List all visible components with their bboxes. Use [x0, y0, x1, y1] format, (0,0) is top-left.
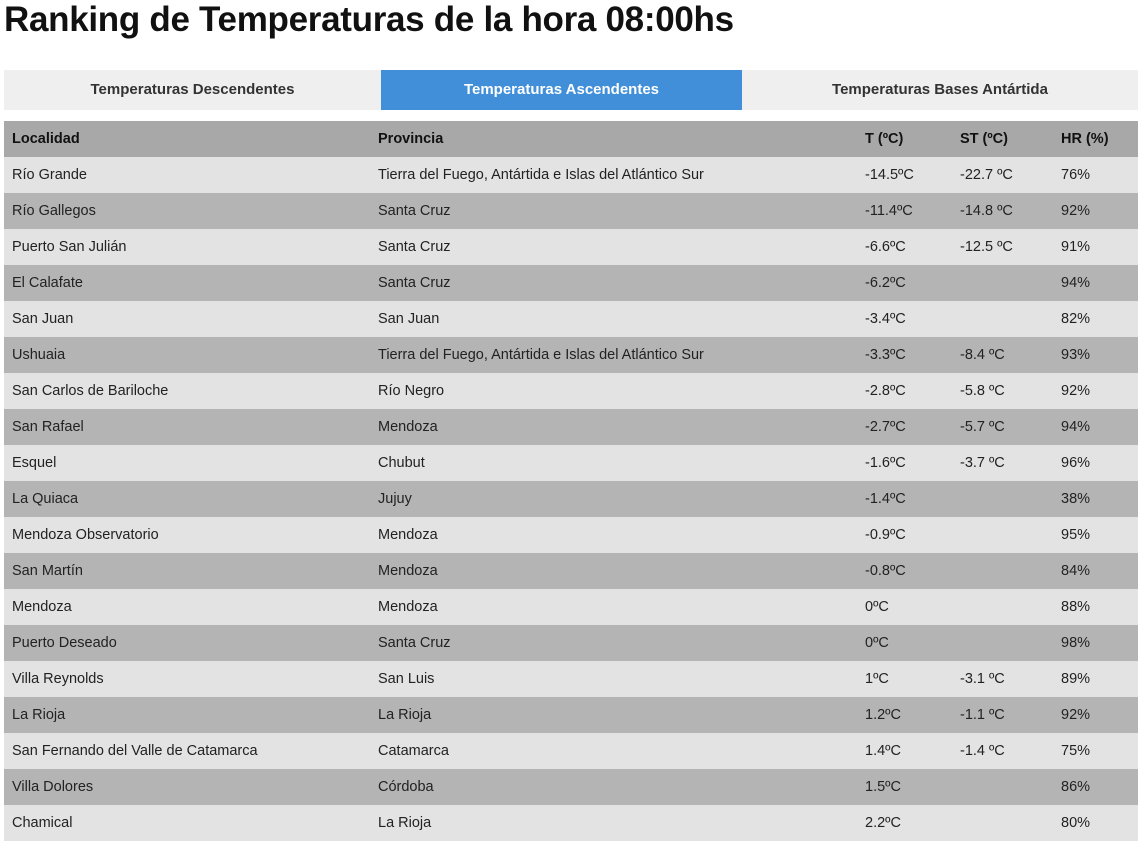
cell-provincia: Mendoza: [370, 517, 857, 553]
cell-temperatura: -3.4ºC: [857, 301, 952, 337]
cell-temperatura: 2.2ºC: [857, 805, 952, 841]
temperature-ranking-table: [4, 121, 1138, 841]
cell-sensacion-termica: -5.7 ºC: [952, 409, 1053, 445]
cell-provincia: Jujuy: [370, 481, 857, 517]
cell-humedad: 96%: [1053, 445, 1138, 481]
cell-temperatura: 1.4ºC: [857, 733, 952, 769]
cell-temperatura: 1.2ºC: [857, 697, 952, 733]
cell-sensacion-termica: -3.1 ºC: [952, 661, 1053, 697]
cell-localidad: Mendoza Observatorio: [4, 517, 370, 553]
tab-temperaturas-descendentes[interactable]: Temperaturas Descendentes: [90, 81, 295, 98]
cell-humedad: 89%: [1053, 661, 1138, 697]
cell-localidad: La Rioja: [4, 697, 370, 733]
cell-sensacion-termica: [952, 265, 1053, 301]
table-row: [4, 409, 1138, 445]
cell-sensacion-termica: -8.4 ºC: [952, 337, 1053, 373]
column-header-humedad: HR (%): [1053, 121, 1138, 157]
cell-humedad: 94%: [1053, 409, 1138, 445]
cell-localidad: San Juan: [4, 301, 370, 337]
cell-provincia: Santa Cruz: [370, 229, 857, 265]
cell-sensacion-termica: [952, 769, 1053, 805]
cell-temperatura: 1ºC: [857, 661, 952, 697]
cell-localidad: Puerto San Julián: [4, 229, 370, 265]
table-row: [4, 337, 1138, 373]
cell-temperatura: -2.7ºC: [857, 409, 952, 445]
cell-sensacion-termica: [952, 481, 1053, 517]
cell-temperatura: -0.8ºC: [857, 553, 952, 589]
cell-sensacion-termica: -3.7 ºC: [952, 445, 1053, 481]
cell-localidad: El Calafate: [4, 265, 370, 301]
cell-humedad: 82%: [1053, 301, 1138, 337]
cell-provincia: Catamarca: [370, 733, 857, 769]
table-row: [4, 661, 1138, 697]
cell-provincia: San Luis: [370, 661, 857, 697]
table-row: [4, 193, 1138, 229]
cell-localidad: San Carlos de Bariloche: [4, 373, 370, 409]
cell-localidad: San Rafael: [4, 409, 370, 445]
cell-provincia: La Rioja: [370, 697, 857, 733]
cell-provincia: Chubut: [370, 445, 857, 481]
table-row: [4, 625, 1138, 661]
cell-provincia: Santa Cruz: [370, 193, 857, 229]
cell-localidad: Villa Reynolds: [4, 661, 370, 697]
cell-temperatura: -3.3ºC: [857, 337, 952, 373]
page-title: Ranking de Temperaturas de la hora 08:00hs: [4, 0, 734, 39]
cell-localidad: La Quiaca: [4, 481, 370, 517]
cell-humedad: 84%: [1053, 553, 1138, 589]
cell-humedad: 80%: [1053, 805, 1138, 841]
table-body: [4, 157, 1138, 841]
cell-temperatura: -1.4ºC: [857, 481, 952, 517]
cell-temperatura: -11.4ºC: [857, 193, 952, 229]
cell-humedad: 94%: [1053, 265, 1138, 301]
cell-sensacion-termica: [952, 517, 1053, 553]
cell-sensacion-termica: [952, 625, 1053, 661]
cell-localidad: San Fernando del Valle de Catamarca: [4, 733, 370, 769]
cell-temperatura: -14.5ºC: [857, 157, 952, 193]
table-row: [4, 589, 1138, 625]
cell-provincia: La Rioja: [370, 805, 857, 841]
cell-localidad: Ushuaia: [4, 337, 370, 373]
table-row: [4, 517, 1138, 553]
cell-localidad: Esquel: [4, 445, 370, 481]
cell-humedad: 76%: [1053, 157, 1138, 193]
cell-humedad: 92%: [1053, 697, 1138, 733]
table-row: [4, 733, 1138, 769]
cell-localidad: Río Grande: [4, 157, 370, 193]
cell-localidad: Mendoza: [4, 589, 370, 625]
column-header-provincia: Provincia: [370, 121, 857, 157]
cell-provincia: Mendoza: [370, 553, 857, 589]
table-row: [4, 265, 1138, 301]
cell-humedad: 91%: [1053, 229, 1138, 265]
cell-temperatura: -6.6ºC: [857, 229, 952, 265]
cell-temperatura: 0ºC: [857, 625, 952, 661]
table-row: [4, 157, 1138, 193]
cell-sensacion-termica: -14.8 ºC: [952, 193, 1053, 229]
cell-temperatura: 0ºC: [857, 589, 952, 625]
cell-humedad: 38%: [1053, 481, 1138, 517]
tab-temperaturas-ascendentes[interactable]: Temperaturas Ascendentes: [381, 70, 742, 110]
cell-humedad: 75%: [1053, 733, 1138, 769]
cell-humedad: 93%: [1053, 337, 1138, 373]
cell-humedad: 98%: [1053, 625, 1138, 661]
cell-sensacion-termica: -1.4 ºC: [952, 733, 1053, 769]
cell-temperatura: 1.5ºC: [857, 769, 952, 805]
cell-provincia: Santa Cruz: [370, 625, 857, 661]
cell-temperatura: -1.6ºC: [857, 445, 952, 481]
cell-localidad: Río Gallegos: [4, 193, 370, 229]
cell-sensacion-termica: [952, 301, 1053, 337]
cell-temperatura: -0.9ºC: [857, 517, 952, 553]
cell-provincia: Santa Cruz: [370, 265, 857, 301]
cell-provincia: Mendoza: [370, 589, 857, 625]
table-row: [4, 769, 1138, 805]
cell-sensacion-termica: [952, 553, 1053, 589]
cell-humedad: 92%: [1053, 373, 1138, 409]
tab-temperaturas-bases-antartida[interactable]: Temperaturas Bases Antártida: [832, 81, 1048, 98]
cell-humedad: 88%: [1053, 589, 1138, 625]
cell-localidad: Chamical: [4, 805, 370, 841]
cell-humedad: 95%: [1053, 517, 1138, 553]
cell-provincia: Córdoba: [370, 769, 857, 805]
cell-localidad: Puerto Deseado: [4, 625, 370, 661]
cell-temperatura: -2.8ºC: [857, 373, 952, 409]
cell-sensacion-termica: [952, 589, 1053, 625]
column-header-localidad: Localidad: [4, 121, 370, 157]
cell-provincia: San Juan: [370, 301, 857, 337]
table-row: [4, 229, 1138, 265]
table-row: [4, 373, 1138, 409]
cell-provincia: Tierra del Fuego, Antártida e Islas del Atlántico Sur: [370, 157, 857, 193]
cell-sensacion-termica: -22.7 ºC: [952, 157, 1053, 193]
cell-localidad: Villa Dolores: [4, 769, 370, 805]
tab-bar: [4, 70, 1138, 110]
cell-sensacion-termica: -1.1 ºC: [952, 697, 1053, 733]
cell-sensacion-termica: -5.8 ºC: [952, 373, 1053, 409]
table-header-row: [4, 121, 1138, 157]
cell-humedad: 92%: [1053, 193, 1138, 229]
table-row: [4, 301, 1138, 337]
cell-provincia: Río Negro: [370, 373, 857, 409]
table-row: [4, 481, 1138, 517]
table-row: [4, 553, 1138, 589]
column-header-temperatura: T (ºC): [857, 121, 952, 157]
cell-temperatura: -6.2ºC: [857, 265, 952, 301]
table-row: [4, 697, 1138, 733]
cell-provincia: Mendoza: [370, 409, 857, 445]
table-row: [4, 445, 1138, 481]
cell-humedad: 86%: [1053, 769, 1138, 805]
cell-provincia: Tierra del Fuego, Antártida e Islas del Atlántico Sur: [370, 337, 857, 373]
column-header-sensacion-termica: ST (ºC): [952, 121, 1053, 157]
cell-localidad: San Martín: [4, 553, 370, 589]
cell-sensacion-termica: -12.5 ºC: [952, 229, 1053, 265]
